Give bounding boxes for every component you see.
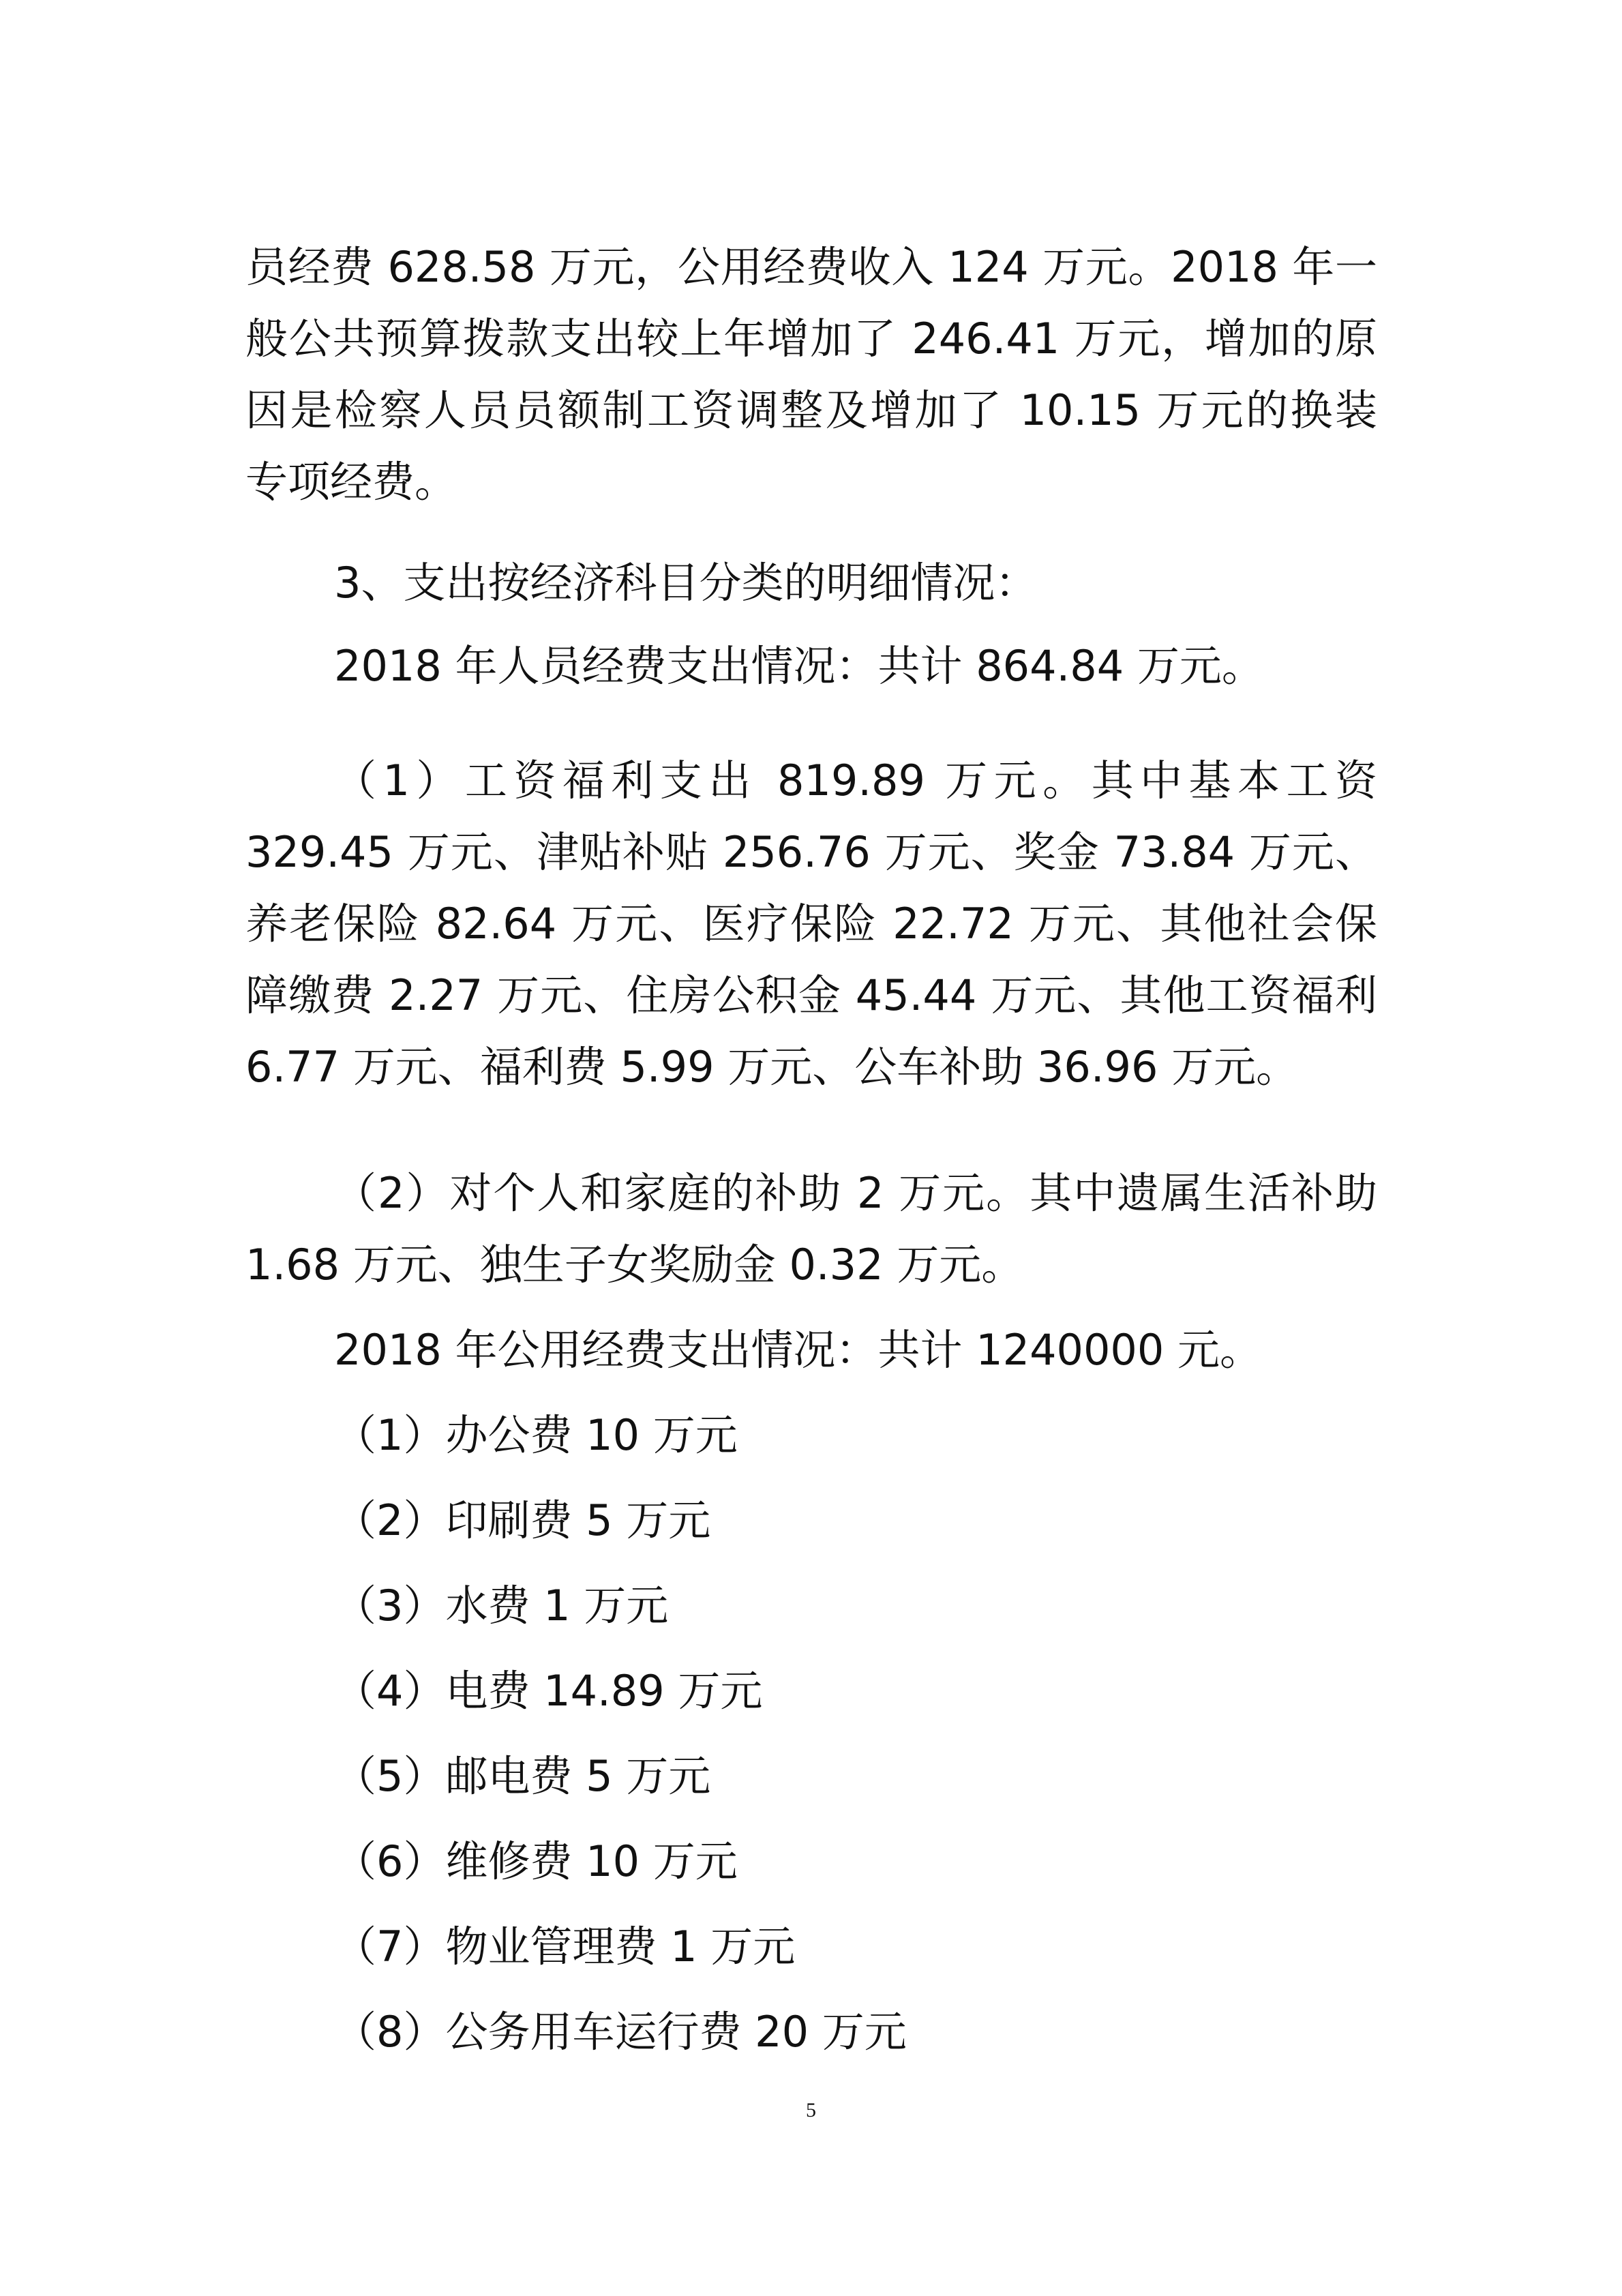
family-paragraph-line: 1.68 万元、独生子女奖励金 0.32 万元。 [245,1240,1024,1289]
list-item: （2）印刷费 5 万元 [334,1495,711,1545]
list-item: （6）维修费 10 万元 [334,1836,738,1886]
section-heading: 3、支出按经济科目分类的明细情况： [334,558,1038,608]
list-item: （5）邮电费 5 万元 [334,1751,711,1801]
wages-paragraph-line: 养老保险 82.64 万元、医疗保险 22.72 万元、其他社会保 [245,899,1377,949]
list-item: （1）办公费 10 万元 [334,1410,738,1460]
list-item: （7）物业管理费 1 万元 [334,1922,796,1971]
paragraph-line: 员经费 628.58 万元，公用经费收入 124 万元。2018 年一 [245,242,1377,292]
wages-paragraph-line: 329.45 万元、津贴补贴 256.76 万元、奖金 73.84 万元、 [245,827,1377,877]
paragraph-line: 专项经费。 [245,457,457,507]
personnel-summary: 2018 年人员经费支出情况：共计 864.84 万元。 [334,641,1264,691]
family-paragraph-line: （2）对个人和家庭的补助 2 万元。其中遗属生活补助 [334,1168,1377,1218]
list-item: （4）电费 14.89 万元 [334,1666,763,1716]
public-summary: 2018 年公用经费支出情况：共计 1240000 元。 [334,1325,1263,1375]
paragraph-line: 般公共预算拨款支出较上年增加了 246.41 万元，增加的原 [245,314,1377,363]
list-item: （3）水费 1 万元 [334,1581,669,1630]
paragraph-line: 因是检察人员员额制工资调整及增加了 10.15 万元的换装 [245,385,1377,435]
wages-paragraph-line: 障缴费 2.27 万元、住房公积金 45.44 万元、其他工资福利 [245,970,1377,1020]
page-number: 5 [806,2099,816,2121]
wages-paragraph-line: 6.77 万元、福利费 5.99 万元、公车补助 36.96 万元。 [245,1042,1299,1092]
wages-paragraph-line: （1）工资福利支出 819.89 万元。其中基本工资 [334,756,1377,805]
list-item: （8）公务用车运行费 20 万元 [334,2007,907,2057]
